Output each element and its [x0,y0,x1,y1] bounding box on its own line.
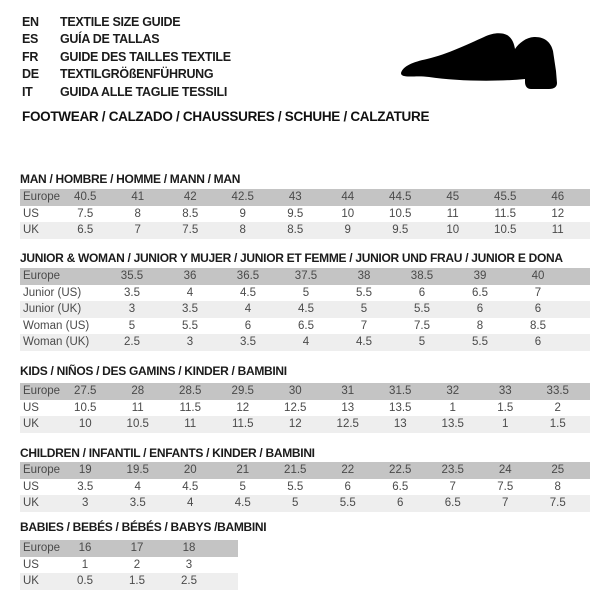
language-code: EN [22,14,39,29]
size-cell: 4.5 [240,286,256,299]
size-cell: 11.5 [494,207,517,220]
size-cell: 32 [446,385,460,398]
row-label: Junior (UK) [23,303,82,316]
size-cell: 3 [128,303,136,316]
language-label: GUIDA ALLE TAGLIE TESSILI [60,84,228,99]
row-label: UK [23,418,39,431]
size-cell: 21.5 [284,464,307,477]
size-cell: 4 [302,336,310,349]
size-cell: 8 [476,319,484,332]
table-row [20,222,590,239]
row-label: Woman (US) [23,319,90,332]
size-cell: 46 [551,191,565,204]
table-title: CHILDREN / INFANTIL / ENFANTS / KINDER / BAMBINI [20,446,315,460]
row-label: UK [23,224,39,237]
size-cell: 12.5 [284,401,307,414]
size-cell: 1.5 [497,401,514,414]
size-cell: 12 [551,207,565,220]
size-cell: 23.5 [441,464,464,477]
size-cell: 16 [78,542,92,555]
size-cell: 21 [236,464,250,477]
size-cell: 6 [397,497,404,510]
table-row [20,400,590,417]
size-cell: 3.5 [77,480,94,493]
size-cell: 19.5 [126,464,149,477]
size-cell: 8 [239,224,246,237]
size-cell: 20 [183,464,197,477]
table-header-row [20,383,590,400]
size-cell: 7.5 [549,497,566,510]
size-cell: 6.5 [298,319,314,332]
size-cell: 6 [534,336,542,349]
size-cell: 11 [131,401,144,414]
size-cell: 24 [498,464,512,477]
size-cell: 3 [186,336,194,349]
language-label: TEXTILGRÖßENFÜHRUNG [60,67,214,82]
language-code: DE [22,67,39,82]
size-cell: 12 [236,401,250,414]
size-cell: 44 [341,191,355,204]
size-cell: 2 [133,558,141,571]
size-cell: 36.5 [236,270,260,283]
size-cell: 22.5 [389,464,412,477]
language-list [22,13,231,101]
size-cell: 39 [473,270,487,283]
size-cell: 1.5 [549,418,566,431]
size-cell: 5 [360,303,368,316]
size-cell: 41 [131,191,145,204]
size-cell: 6.5 [444,497,461,510]
size-table-section-junior-woman [20,251,590,351]
size-cell: 33.5 [546,385,569,398]
size-cell: 10 [341,207,355,220]
table-row [20,301,590,318]
table-header-row [20,189,590,206]
size-cell: 5 [302,286,310,299]
size-cell: 5.5 [339,497,356,510]
size-cell: 10 [78,418,92,431]
row-label: UK [23,575,39,588]
size-cell: 31 [341,385,355,398]
row-label: Europe [23,270,61,283]
row-label: Europe [23,191,61,204]
language-code: ES [22,32,39,47]
size-cell: 6 [344,480,351,493]
size-cell: 42 [183,191,197,204]
size-cell: 3.5 [124,286,140,299]
table-row [20,557,238,574]
size-cell: 30 [288,385,302,398]
size-cell: 9.5 [392,224,409,237]
size-cell: 4 [244,303,252,316]
size-cell: 4.5 [356,336,372,349]
size-cell: 5 [239,480,246,493]
size-cell: 11 [184,418,197,431]
size-cell: 3 [185,558,193,571]
size-cell: 12 [288,418,302,431]
table-row [20,573,238,590]
language-label: TEXTILE SIZE GUIDE [60,14,181,29]
size-cell: 5 [128,319,136,332]
size-cell: 31.5 [389,385,412,398]
size-cell: 9.5 [287,207,304,220]
row-label: Europe [23,464,61,477]
size-cell: 8 [554,480,561,493]
size-cell: 7.5 [77,207,94,220]
size-cell: 36 [183,270,197,283]
size-cell: 27.5 [74,385,97,398]
size-cell: 40 [531,270,545,283]
size-cell: 1 [449,401,456,414]
table-title: MAN / HOMBRE / HOMME / MANN / MAN [20,172,241,186]
size-cell: 3.5 [129,497,146,510]
row-label: Woman (UK) [23,336,90,349]
language-row [22,31,231,49]
size-cell: 9 [239,207,246,220]
size-cell: 6.5 [392,480,409,493]
table-title: BABIES / BEBÉS / BÉBÉS / BABYS /BAMBINI [20,520,267,534]
size-cell: 10.5 [494,224,517,237]
table-row [20,334,590,351]
size-cell: 3 [82,497,89,510]
size-cell: 8.5 [182,207,199,220]
table-row [20,285,590,302]
language-row [22,66,231,84]
row-label: US [23,480,39,493]
language-code: IT [22,84,33,99]
size-cell: 28 [131,385,145,398]
size-cell: 12.5 [336,418,359,431]
size-table [20,462,590,512]
size-cell: 8.5 [530,319,546,332]
size-cell: 3.5 [240,336,256,349]
table-title: JUNIOR & WOMAN / JUNIOR Y MUJER / JUNIOR ET FEMME / JUNIOR UND FRAU / JUNIOR E DONA [20,251,563,265]
size-cell: 11.5 [231,418,254,431]
size-cell: 29.5 [231,385,254,398]
size-cell: 7.5 [182,224,199,237]
size-cell: 9 [344,224,351,237]
size-cell: 4.5 [182,480,199,493]
size-cell: 25 [551,464,565,477]
size-cell: 7 [534,286,542,299]
size-cell: 7 [502,497,509,510]
language-label: GUÍA DE TALLAS [60,32,160,47]
size-cell: 5.5 [472,336,488,349]
table-header-row [20,462,590,479]
row-label: Europe [23,542,61,555]
row-label: US [23,401,39,414]
size-table [20,383,590,433]
size-table [20,189,590,239]
size-table-section-kids [20,364,590,433]
table-row [20,495,590,512]
size-cell: 1.5 [129,575,145,588]
size-table-section-babies [20,520,590,590]
size-cell: 40.5 [74,191,97,204]
row-label: US [23,207,39,220]
row-label: UK [23,497,39,510]
size-cell: 4.5 [234,497,251,510]
size-cell: 6 [418,286,426,299]
size-cell: 4 [187,497,194,510]
size-cell: 8.5 [287,224,304,237]
row-label: US [23,558,39,571]
size-cell: 13 [341,401,355,414]
size-cell: 11.5 [179,401,202,414]
size-cell: 6 [534,303,542,316]
table-row [20,479,590,496]
row-label: Europe [23,385,61,398]
size-cell: 5.5 [182,319,198,332]
shoe-icon [396,31,576,95]
size-cell: 35.5 [120,270,144,283]
size-cell: 7 [449,480,456,493]
size-cell: 4 [186,286,194,299]
language-code: FR [22,49,39,64]
size-table-section-children [20,446,590,512]
size-cell: 6 [244,319,252,332]
size-cell: 6 [476,303,484,316]
size-cell: 44.5 [389,191,412,204]
size-cell: 45 [446,191,460,204]
size-cell: 3.5 [182,303,198,316]
size-table-section-man [20,172,590,239]
table-row [20,206,590,223]
size-cell: 28.5 [179,385,202,398]
size-cell: 13.5 [389,401,412,414]
size-cell: 1 [502,418,509,431]
size-cell: 33 [498,385,512,398]
size-cell: 7.5 [414,319,430,332]
size-cell: 2.5 [124,336,140,349]
size-cell: 7 [134,224,141,237]
size-cell: 5 [418,336,426,349]
size-cell: 45.5 [494,191,517,204]
size-cell: 13 [393,418,407,431]
size-cell: 2.5 [181,575,197,588]
size-cell: 43 [288,191,302,204]
size-cell: 6.5 [472,286,488,299]
size-cell: 22 [341,464,355,477]
size-cell: 6.5 [77,224,94,237]
size-cell: 8 [134,207,141,220]
language-label: GUIDE DES TAILLES TEXTILE [60,49,231,64]
size-cell: 11 [446,207,459,220]
size-cell: 18 [182,542,196,555]
size-cell: 10.5 [126,418,149,431]
table-title: KIDS / NIÑOS / DES GAMINS / KINDER / BAMBINI [20,364,287,378]
size-cell: 42.5 [231,191,254,204]
size-cell: 19 [78,464,92,477]
size-cell: 1 [81,558,89,571]
size-cell: 4 [134,480,141,493]
table-row [20,416,590,433]
language-row [22,83,231,101]
size-cell: 7 [360,319,368,332]
size-table [20,540,238,590]
language-row [22,13,231,31]
size-cell: 0.5 [77,575,93,588]
size-cell: 10.5 [389,207,412,220]
size-cell: 11 [551,224,564,237]
size-cell: 13.5 [441,418,464,431]
size-cell: 10 [446,224,460,237]
size-cell: 5 [292,497,299,510]
size-cell: 10.5 [74,401,97,414]
size-cell: 4.5 [298,303,314,316]
size-table [20,268,590,351]
table-row [20,318,590,335]
size-cell: 2 [554,401,561,414]
size-cell: 7.5 [497,480,514,493]
table-header-row [20,268,590,285]
size-cell: 37.5 [294,270,318,283]
size-cell: 38 [357,270,371,283]
language-row [22,48,231,66]
size-cell: 17 [130,542,144,555]
table-header-row [20,540,238,557]
size-cell: 5.5 [287,480,304,493]
size-cell: 5.5 [356,286,372,299]
size-cell: 38.5 [410,270,434,283]
category-title: FOOTWEAR / CALZADO / CHAUSSURES / SCHUHE / CALZATURE [22,109,430,124]
size-cell: 5.5 [414,303,430,316]
row-label: Junior (US) [23,286,82,299]
